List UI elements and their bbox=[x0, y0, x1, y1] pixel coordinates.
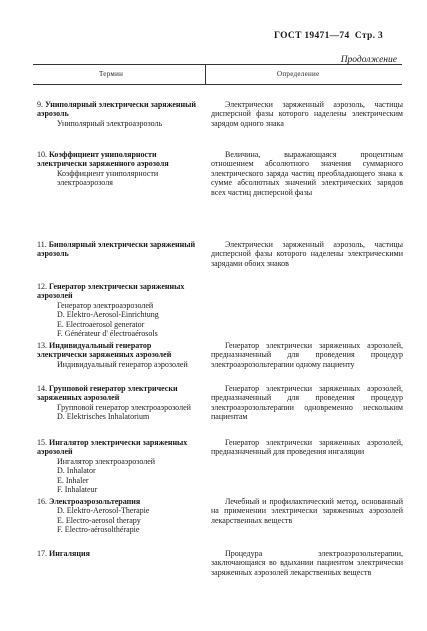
term-entry bbox=[37, 282, 203, 338]
column-header-definition: Определение bbox=[277, 70, 320, 78]
column-header-term: Термин bbox=[99, 70, 124, 78]
term-title: Униполярный электрически заряженный аэрозоль bbox=[37, 100, 196, 119]
term-synonym: F. Electro-aérosolthérapie bbox=[57, 525, 140, 535]
term-number: 9. bbox=[37, 100, 43, 109]
term-title: Ингалятор электрически заряженных аэрозолей bbox=[37, 438, 188, 457]
page-number: Стр. 3 bbox=[354, 31, 384, 41]
term-title: Коэффициент униполярности электрически заряженного аэрозоля bbox=[37, 150, 169, 169]
term-entry bbox=[37, 497, 203, 535]
column-divider bbox=[205, 64, 206, 84]
term-entry bbox=[37, 549, 203, 558]
term-synonym: F. Générateur d' électroaérosols bbox=[57, 329, 158, 339]
term-definition: Генератор электрически заряженных аэрозолей, предназначенный для проведения процедур электроаэрозольтерапии одному пациенту bbox=[211, 341, 403, 369]
term-definition: Величина, выражающаяся процентным отношением абсолютного значения суммарного электрического заряда частиц преобладающего знака к сумме абсолютных значений электрических зарядов всех частиц дисперсной фазы bbox=[211, 150, 403, 197]
term-number: 13. bbox=[37, 341, 47, 350]
term-synonym: D. Elektro-Aerosol-Therapie bbox=[57, 506, 150, 516]
term-number: 15. bbox=[37, 438, 47, 447]
term-title: Групповой генератор электрически заряженных аэрозолей bbox=[37, 384, 178, 403]
term-synonym: Групповой генератор электроаэрозолей bbox=[57, 402, 191, 412]
term-entry bbox=[37, 100, 203, 128]
term-title: Биполярный электрически заряженный аэрозоль bbox=[37, 240, 196, 259]
term-title: Генератор электрически заряженных аэрозолей bbox=[37, 282, 185, 301]
term-entry bbox=[37, 150, 203, 188]
table-header-rule bbox=[33, 84, 402, 85]
term-synonym: D. Inhalator bbox=[57, 466, 96, 476]
page-header bbox=[274, 31, 383, 41]
term-synonym: Ингалятор электроаэрозолей bbox=[57, 456, 156, 466]
term-entry bbox=[37, 384, 203, 422]
term-title: Индивидуальный генератор электрически заряженных аэрозолей bbox=[37, 341, 172, 360]
term-definition: Генератор электрически заряженных аэрозолей, предназначенный для проведения процедур электроаэрозольтерапии одновременно нескольким пациентам bbox=[211, 384, 403, 422]
term-synonym: Коэффициент униполярности электроаэрозоля bbox=[57, 168, 159, 188]
term-number: 14. bbox=[37, 384, 47, 393]
term-number: 10. bbox=[37, 150, 47, 159]
term-definition: Электрически заряженный аэрозоль, частицы дисперсной фазы которого наделены электрическим зарядом одного знака bbox=[211, 100, 403, 128]
term-number: 12. bbox=[37, 282, 47, 291]
term-title: Ингаляция bbox=[49, 549, 90, 558]
term-entry bbox=[37, 240, 203, 259]
term-number: 16. bbox=[37, 497, 47, 506]
term-number: 17. bbox=[37, 549, 47, 558]
standard-code: ГОСТ 19471—74 bbox=[274, 31, 350, 41]
term-definition: Электрически заряженный аэрозоль, частицы дисперсной фазы которого наделены электрическими зарядами обоих знаков bbox=[211, 240, 403, 268]
term-entry bbox=[37, 341, 203, 369]
term-definition: Генератор электрически заряженных аэрозолей, предназначенный для проведения ингаляции bbox=[211, 438, 403, 457]
term-synonym: Униполярный электроаэрозоль bbox=[57, 118, 163, 128]
term-synonym: F. Inhalateur bbox=[57, 485, 98, 495]
term-synonym: D. Elektrisches Inhalatorium bbox=[57, 412, 150, 422]
term-entry bbox=[37, 438, 203, 494]
term-synonym: E. Electro-aerosol therapy bbox=[57, 515, 141, 525]
term-title: Электроаэрозольтерапия bbox=[49, 497, 141, 506]
term-number: 11. bbox=[37, 240, 47, 249]
term-synonym: Генератор электроаэрозолей bbox=[57, 300, 154, 310]
term-synonym: Индивидуальный генератор аэрозолей bbox=[57, 359, 188, 369]
term-definition: Процедура электроаэрозольтерапии, заключающаяся во вдыхании пациентом электрически заряженных аэрозолей лекарственных веществ bbox=[211, 549, 403, 577]
term-synonym: E. Inhaler bbox=[57, 475, 89, 485]
table-top-rule bbox=[33, 64, 402, 65]
continuation-label: Продолжение bbox=[340, 55, 397, 65]
term-definition: Лечебный и профилактический метод, основанный на применении электрически заряженных аэрозолей лекарственных веществ bbox=[211, 497, 403, 525]
term-synonym: D. Elektro-Aerosol-Einrichtung bbox=[57, 310, 159, 320]
term-synonym: E. Electroaerosol generator bbox=[57, 319, 145, 329]
